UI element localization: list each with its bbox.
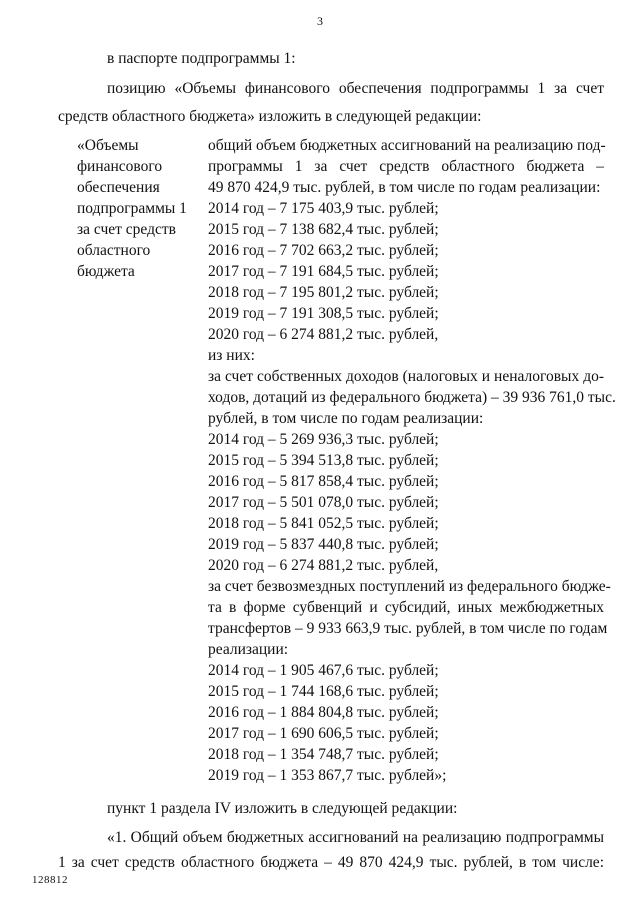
of-them-label: из них:: [208, 347, 255, 364]
federal-year-line: 2017 год – 1 690 606,5 тыс. рублей;: [208, 725, 439, 742]
federal-text-line: за счет безвозмездных поступлений из федерального бюдже-: [208, 578, 611, 595]
own-income-year-line: 2016 год – 5 817 858,4 тыс. рублей;: [208, 473, 439, 490]
own-income-text-line: рублей, в том числе по годам реализации:: [208, 410, 484, 427]
federal-year-line: 2019 год – 1 353 867,7 тыс. рублей»;: [208, 767, 447, 784]
outro-line-1: пункт 1 раздела IV изложить в следующей редакции:: [107, 800, 458, 817]
total-year-line: 2020 год – 6 274 881,2 тыс. рублей,: [208, 326, 439, 343]
total-year-line: 2016 год – 7 702 663,2 тыс. рублей;: [208, 242, 439, 259]
left-cell-line: «Объемы: [77, 137, 139, 154]
total-text-line: общий объем бюджетных ассигнований на реализацию под-: [208, 137, 606, 154]
federal-year-line: 2014 год – 1 905 467,6 тыс. рублей;: [208, 662, 439, 679]
outro-line-2: «1. Общий объем бюджетных ассигнований на реализацию подпрограммы: [107, 829, 604, 846]
left-cell-line: бюджета: [77, 263, 135, 280]
intro-line-1: в паспорте подпрограммы 1:: [107, 50, 296, 67]
total-text-line: 49 870 424,9 тыс. рублей, в том числе по годам реализации:: [208, 179, 601, 196]
total-year-line: 2017 год – 7 191 684,5 тыс. рублей;: [208, 263, 439, 280]
own-income-year-line: 2017 год – 5 501 078,0 тыс. рублей;: [208, 494, 439, 511]
own-income-text-line: за счет собственных доходов (налоговых и неналоговых до-: [208, 368, 604, 385]
federal-year-line: 2015 год – 1 744 168,6 тыс. рублей;: [208, 683, 439, 700]
federal-year-line: 2018 год – 1 354 748,7 тыс. рублей;: [208, 746, 439, 763]
document-code: 128812: [32, 874, 68, 886]
own-income-year-line: 2018 год – 5 841 052,5 тыс. рублей;: [208, 515, 439, 532]
total-year-line: 2019 год – 7 191 308,5 тыс. рублей;: [208, 305, 439, 322]
outro-line-3: 1 за счет средств областного бюджета – 49 870 424,9 тыс. рублей, в том числе:: [58, 854, 604, 871]
own-income-text-line: ходов, дотаций из федерального бюджета) – 39 936 761,0 тыс.: [208, 389, 616, 406]
own-income-year-line: 2014 год – 5 269 936,3 тыс. рублей;: [208, 431, 439, 448]
intro-line-2: позицию «Объемы финансового обеспечения подпрограммы 1 за счет: [107, 80, 604, 97]
federal-year-line: 2016 год – 1 884 804,8 тыс. рублей;: [208, 704, 439, 721]
own-income-year-line: 2019 год – 5 837 440,8 тыс. рублей;: [208, 536, 439, 553]
total-year-line: 2015 год – 7 138 682,4 тыс. рублей;: [208, 221, 439, 238]
intro-line-3: средств областного бюджета» изложить в следующей редакции:: [58, 108, 482, 125]
total-year-line: 2014 год – 7 175 403,9 тыс. рублей;: [208, 200, 439, 217]
federal-text-line: трансфертов – 9 933 663,9 тыс. рублей, в том числе по годам: [208, 620, 608, 637]
own-income-year-line: 2020 год – 6 274 881,2 тыс. рублей,: [208, 557, 439, 574]
left-cell-line: за счет средств: [77, 221, 176, 238]
federal-text-line: реализации:: [208, 641, 289, 658]
total-year-line: 2018 год – 7 195 801,2 тыс. рублей;: [208, 284, 439, 301]
left-cell-line: подпрограммы 1: [77, 200, 187, 217]
federal-text-line: та в форме субвенций и субсидий, иных межбюджетных: [208, 599, 604, 616]
page-number: 3: [317, 14, 323, 28]
own-income-year-line: 2015 год – 5 394 513,8 тыс. рублей;: [208, 452, 439, 469]
left-cell-line: финансового: [77, 158, 163, 175]
left-cell-line: обеспечения: [77, 179, 160, 196]
total-text-line: программы 1 за счет средств областного бюджета –: [208, 158, 604, 175]
left-cell-line: областного: [77, 242, 151, 259]
